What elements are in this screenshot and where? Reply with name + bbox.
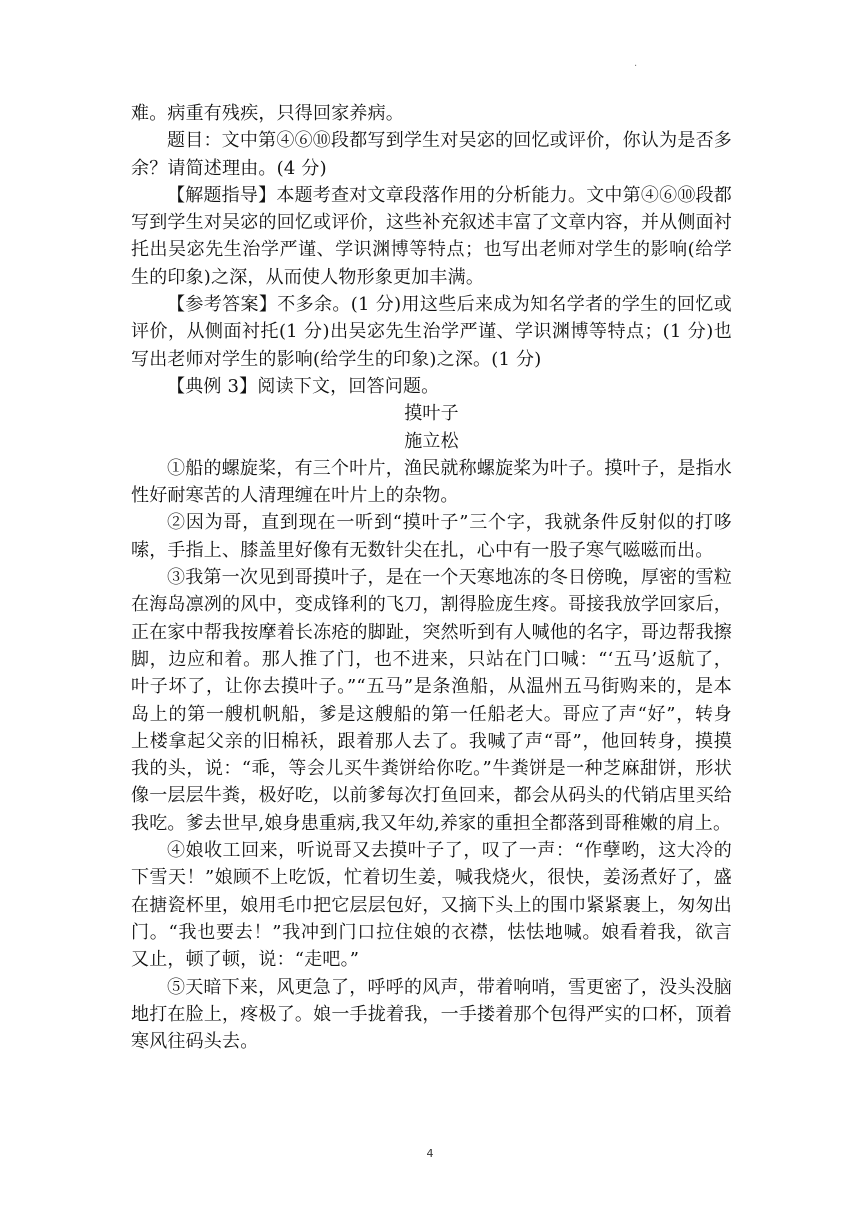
paragraph-continuation: 难。病重有残疾，只得回家养病。 [131, 103, 404, 124]
page-number: 4 [426, 1147, 434, 1160]
article-paragraph-5: ⑤天暗下来，风更急了，呼呼的风声，带着响哨，雪更密了，没头没脑地打在脸上，疼极了。娘一手拢着我，一手搂着那个包得严实的口杯，顶着寒风往码头去。 [131, 976, 732, 1053]
corner-dot: . [634, 58, 638, 69]
article-paragraph-1: ①船的螺旋桨，有三个叶片，渔民就称螺旋桨为叶子。摸叶子，是指水性好耐寒苦的人清理缠在叶片上的杂物。 [131, 457, 732, 507]
article-author: 施立松 [404, 430, 459, 452]
article-paragraph-2: ②因为哥，直到现在一听到“摸叶子”三个字，我就条件反射似的打哆嗦，手指上、膝盖里好像有无数针尖在扎，心中有一股子寒气嗞嗞而出。 [131, 512, 732, 561]
question-prompt: 题目：文中第④⑥⑩段都写到学生对吴宓的回忆或评价，你认为是否多余？请简述理由。(4 分) [131, 130, 732, 179]
solution-guidance: 【解题指导】本题考查对文章段落作用的分析能力。文中第④⑥⑩段都写到学生对吴宓的回忆或评价，这些补充叙述丰富了文章内容，并从侧面衬托出吴宓先生治学严谨、学识渊博等特点；也写出老师对学生的影响(给学生的印象)之深，从而使人物形象更加丰满。 [131, 184, 732, 288]
example-heading: 【典例 3】阅读下文，回答问题。 [167, 375, 440, 397]
document-body [131, 100, 732, 1055]
article-paragraph-3: ③我第一次见到哥摸叶子，是在一个天寒地冻的冬日傍晚，厚密的雪粒在海岛凛冽的风中，变成锋利的飞刀，割得脸庞生疼。哥接我放学回家后，正在家中帮我按摩着长冻疮的脚趾，突然听到有人喊他的名字，哥边帮我擦脚，边应和着。那人推了门，也不进来，只站在门口喊：“‘五马’返航了，叶子坏了，让你去摸叶子。”“五马”是条渔船，从温州五马街购来的，是本岛上的第一艘机帆船，爹是这艘船的第一任船老大。哥应了声“好”，转身上楼拿起父亲的旧棉袄，跟着那人去了。我喊了声“哥”，他回转身，摸摸我的头，说：“乖，等会儿买牛粪饼给你吃。”牛粪饼是一种芝麻甜饼，形状像一层层牛粪，极好吃，以前爹每次打鱼回来，都会从码头的代销店里买给我吃。爹去世早,娘身患重病,我又年幼,养家的重担全都落到哥稚嫩的肩上。 [131, 567, 732, 834]
article-paragraph-4: ④娘收工回来，听说哥又去摸叶子了，叹了一声：“作孽哟，这大冷的下雪天！”娘顾不上吃饭，忙着切生姜，喊我烧火，很快，姜汤煮好了，盛在搪瓷杯里，娘用毛巾把它层层包好，又摘下头上的围巾紧紧裹上，匆匆出门。“我也要去！”我冲到门口拉住娘的衣襟，怯怯地喊。娘看着我，欲言又止，顿了顿，说：“走吧。” [131, 840, 732, 971]
article-title: 摸叶子 [404, 403, 459, 425]
reference-answer: 【参考答案】不多余。(1 分)用这些后来成为知名学者的学生的回忆或评价，从侧面衬托(1 分)出吴宓先生治学严谨、学识渊博等特点；(1 分)也写出老师对学生的影响(给学生的印象)之深。(1 分) [131, 294, 732, 370]
